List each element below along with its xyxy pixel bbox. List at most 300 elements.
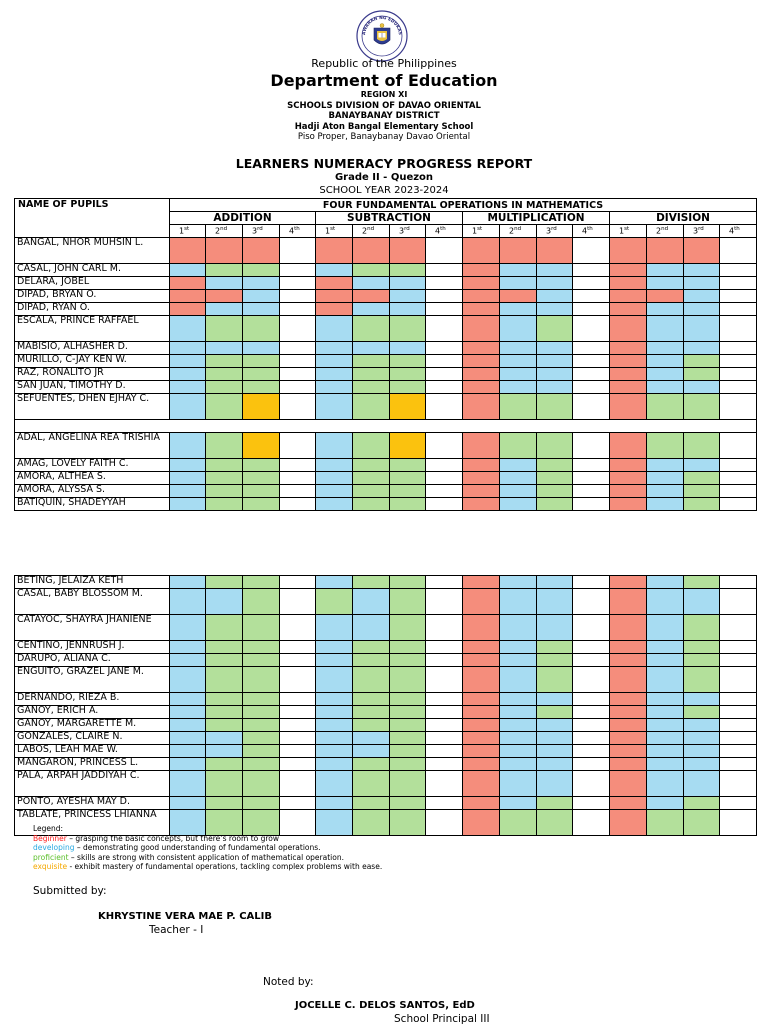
progress-cell (684, 355, 720, 368)
progress-cell (463, 381, 500, 394)
progress-cell (316, 303, 353, 316)
progress-cell (206, 589, 243, 615)
progress-cell (206, 758, 243, 771)
progress-cell (500, 576, 537, 589)
department-title: Department of Education (270, 71, 498, 90)
progress-cell (610, 355, 647, 368)
progress-cell (316, 342, 353, 355)
progress-cell (390, 706, 426, 719)
quarter-number: 4 (289, 226, 295, 236)
progress-cell (353, 316, 390, 342)
grade-section: Grade II - Quezon (334, 172, 434, 183)
progress-cell (280, 485, 316, 498)
progress-cell (610, 771, 647, 797)
progress-cell (316, 485, 353, 498)
progress-cell (353, 654, 390, 667)
progress-cell (170, 745, 206, 758)
progress-cell (463, 771, 500, 797)
progress-cell (170, 394, 206, 420)
quarter-header (684, 225, 720, 238)
progress-cell (610, 342, 647, 355)
progress-cell (280, 316, 316, 342)
progress-cell (684, 342, 720, 355)
progress-cell (353, 368, 390, 381)
legend-description: - exhibit mastery of fundamental operations, tackling complex problems with ease. (67, 862, 383, 871)
progress-cell (280, 303, 316, 316)
quarter-number: 2 (509, 226, 515, 236)
progress-cell (390, 238, 426, 264)
table-row (15, 433, 757, 459)
progress-cell (537, 433, 573, 459)
progress-cell (463, 589, 500, 615)
progress-cell (463, 719, 500, 732)
progress-cell (206, 745, 243, 758)
quarter-suffix: nd (367, 226, 375, 233)
progress-cell (463, 667, 500, 693)
progress-cell (280, 589, 316, 615)
progress-cell (573, 810, 610, 836)
progress-cell (280, 355, 316, 368)
progress-cell (720, 589, 757, 615)
progress-cell (684, 316, 720, 342)
progress-cell (390, 576, 426, 589)
progress-cell (243, 758, 280, 771)
progress-cell (170, 797, 206, 810)
spacer-row (15, 420, 757, 433)
quarter-suffix: st (330, 226, 336, 233)
progress-cell (170, 238, 206, 264)
progress-cell (170, 277, 206, 290)
progress-cell (170, 615, 206, 641)
progress-cell (684, 394, 720, 420)
pupil-name: PALA, ARPAH JADDIYAH C. (15, 771, 170, 797)
progress-cell (610, 433, 647, 459)
progress-cell (426, 368, 463, 381)
progress-cell (720, 771, 757, 797)
progress-cell (573, 797, 610, 810)
pupil-name: SAN JUAN, TIMOTHY D. (15, 381, 170, 394)
progress-cell (280, 264, 316, 277)
progress-cell (500, 381, 537, 394)
progress-cell (426, 277, 463, 290)
progress-cell (206, 732, 243, 745)
progress-cell (647, 589, 684, 615)
progress-cell (573, 589, 610, 615)
table-row (15, 381, 757, 394)
progress-cell (426, 433, 463, 459)
progress-cell (426, 342, 463, 355)
progress-cell (170, 732, 206, 745)
progress-cell (280, 238, 316, 264)
progress-cell (280, 667, 316, 693)
progress-cell (353, 498, 390, 511)
table-row (15, 303, 757, 316)
division-label: SCHOOLS DIVISION OF DAVAO ORIENTAL (287, 101, 481, 111)
progress-cell (316, 394, 353, 420)
progress-cell (243, 498, 280, 511)
school-address: Piso Proper, Banaybanay Davao Oriental (297, 132, 471, 142)
pupil-name: ENGUITO, GRAZEL JANE M. (15, 667, 170, 693)
spacer-cell (15, 420, 757, 433)
progress-cell (610, 238, 647, 264)
progress-cell (463, 342, 500, 355)
progress-cell (500, 732, 537, 745)
progress-cell (463, 459, 500, 472)
progress-cell (426, 615, 463, 641)
progress-cell (426, 693, 463, 706)
seal-text: AWARAN NG EDUKAS (361, 15, 403, 36)
progress-cell (573, 277, 610, 290)
quarter-suffix: st (624, 226, 630, 233)
progress-cell (353, 667, 390, 693)
progress-cell (537, 576, 573, 589)
progress-cell (426, 459, 463, 472)
progress-cell (463, 290, 500, 303)
progress-cell (316, 498, 353, 511)
progress-cell (573, 316, 610, 342)
quarter-suffix: rd (551, 226, 557, 233)
progress-cell (610, 706, 647, 719)
progress-cell (280, 498, 316, 511)
progress-cell (426, 303, 463, 316)
quarter-number: 1 (619, 226, 625, 236)
progress-cell (573, 654, 610, 667)
progress-cell (316, 290, 353, 303)
quarter-suffix: th (587, 226, 593, 233)
progress-cell (206, 264, 243, 277)
report-title: LEARNERS NUMERACY PROGRESS REPORT (235, 156, 533, 171)
progress-cell (390, 277, 426, 290)
progress-cell (353, 264, 390, 277)
progress-cell (280, 693, 316, 706)
operation-header: MULTIPLICATION (463, 212, 610, 225)
progress-cell (243, 745, 280, 758)
progress-cell (316, 706, 353, 719)
progress-cell (610, 472, 647, 485)
progress-cell (537, 277, 573, 290)
progress-cell (170, 485, 206, 498)
progress-cell (720, 368, 757, 381)
progress-cell (390, 433, 426, 459)
progress-cell (500, 485, 537, 498)
legend-item (33, 862, 382, 872)
progress-cell (684, 667, 720, 693)
pupil-name: CASAL, JOHN CARL M. (15, 264, 170, 277)
progress-cell (720, 667, 757, 693)
progress-cell (647, 797, 684, 810)
progress-cell (537, 368, 573, 381)
progress-cell (316, 355, 353, 368)
progress-cell (647, 576, 684, 589)
progress-cell (720, 381, 757, 394)
progress-cell (500, 810, 537, 836)
progress-cell (500, 771, 537, 797)
progress-cell (243, 264, 280, 277)
quarter-number: 3 (546, 226, 552, 236)
progress-cell (537, 303, 573, 316)
progress-cell (316, 654, 353, 667)
progress-cell (647, 719, 684, 732)
progress-cell (647, 459, 684, 472)
pupil-name: BANGAL, NHOR MUHSIN L. (15, 238, 170, 264)
progress-cell (610, 810, 647, 836)
progress-cell (647, 290, 684, 303)
progress-cell (206, 667, 243, 693)
progress-cell (610, 381, 647, 394)
progress-cell (537, 498, 573, 511)
progress-cell (426, 667, 463, 693)
progress-cell (647, 810, 684, 836)
progress-cell (573, 238, 610, 264)
progress-cell (500, 368, 537, 381)
progress-cell (390, 719, 426, 732)
table-row (15, 667, 757, 693)
progress-cell (610, 459, 647, 472)
table-row (15, 342, 757, 355)
quarter-header (720, 225, 757, 238)
republic-label: Republic of the Philippines (311, 57, 457, 70)
progress-cell (243, 277, 280, 290)
progress-cell (684, 693, 720, 706)
progress-cell (500, 654, 537, 667)
progress-cell (610, 576, 647, 589)
progress-table-part-1 (14, 198, 757, 511)
progress-cell (684, 459, 720, 472)
progress-cell (720, 745, 757, 758)
progress-cell (170, 693, 206, 706)
progress-cell (647, 693, 684, 706)
progress-cell (206, 615, 243, 641)
legend-term: Beginner (33, 833, 67, 843)
progress-cell (390, 745, 426, 758)
progress-cell (684, 277, 720, 290)
progress-cell (390, 758, 426, 771)
quarter-header (206, 225, 243, 238)
progress-cell (390, 641, 426, 654)
progress-cell (537, 290, 573, 303)
progress-cell (170, 316, 206, 342)
table-row (15, 498, 757, 511)
progress-cell (243, 303, 280, 316)
progress-cell (647, 433, 684, 459)
progress-cell (610, 290, 647, 303)
progress-cell (463, 368, 500, 381)
quarter-number: 3 (252, 226, 258, 236)
quarter-header (647, 225, 684, 238)
progress-cell (280, 277, 316, 290)
progress-cell (463, 758, 500, 771)
progress-cell (647, 758, 684, 771)
name-column-header: NAME OF PUPILS (15, 199, 170, 238)
quarter-header (426, 225, 463, 238)
progress-cell (684, 303, 720, 316)
progress-cell (316, 615, 353, 641)
table-row (15, 732, 757, 745)
progress-cell (684, 641, 720, 654)
table-row (15, 394, 757, 420)
progress-cell (647, 498, 684, 511)
quarter-suffix: nd (661, 226, 669, 233)
progress-cell (500, 745, 537, 758)
progress-cell (316, 459, 353, 472)
progress-cell (316, 368, 353, 381)
quarter-number: 3 (693, 226, 699, 236)
progress-cell (610, 615, 647, 641)
progress-cell (316, 667, 353, 693)
quarter-suffix: rd (698, 226, 704, 233)
progress-cell (647, 277, 684, 290)
progress-cell (463, 745, 500, 758)
table-row (15, 758, 757, 771)
progress-cell (647, 654, 684, 667)
quarter-header (610, 225, 647, 238)
pupil-name: DERNANDO, RIEZA B. (15, 693, 170, 706)
progress-cell (170, 641, 206, 654)
pupil-name: LABOS, LEAH MAE W. (15, 745, 170, 758)
progress-cell (206, 290, 243, 303)
progress-cell (390, 290, 426, 303)
progress-cell (573, 641, 610, 654)
progress-cell (684, 797, 720, 810)
progress-cell (684, 732, 720, 745)
progress-table-part-2 (14, 575, 757, 836)
progress-cell (280, 745, 316, 758)
progress-cell (170, 368, 206, 381)
progress-cell (390, 797, 426, 810)
progress-cell (390, 264, 426, 277)
progress-cell (537, 472, 573, 485)
progress-cell (390, 498, 426, 511)
progress-cell (426, 264, 463, 277)
progress-cell (243, 238, 280, 264)
progress-cell (500, 641, 537, 654)
progress-cell (463, 498, 500, 511)
progress-cell (170, 667, 206, 693)
pupil-name: ADAL, ANGELINA REA TRISHIA (15, 433, 170, 459)
legend-term: proficient (33, 852, 69, 862)
progress-cell (500, 797, 537, 810)
pupil-name: CATAYOC, SHAYRA JHANIENE (15, 615, 170, 641)
pupil-name: PONTO, AYESHA MAY D. (15, 797, 170, 810)
progress-cell (573, 719, 610, 732)
progress-cell (500, 615, 537, 641)
progress-cell (463, 303, 500, 316)
table-row (15, 719, 757, 732)
progress-cell (243, 641, 280, 654)
progress-cell (537, 355, 573, 368)
progress-cell (463, 641, 500, 654)
progress-cell (390, 589, 426, 615)
progress-cell (610, 667, 647, 693)
progress-cell (353, 290, 390, 303)
progress-cell (610, 277, 647, 290)
submitted-by-label: Submitted by: (33, 885, 107, 897)
progress-cell (390, 693, 426, 706)
progress-cell (684, 719, 720, 732)
progress-cell (500, 589, 537, 615)
progress-cell (280, 381, 316, 394)
progress-cell (647, 615, 684, 641)
region-label: REGION XI (360, 90, 408, 99)
progress-cell (463, 810, 500, 836)
progress-cell (170, 290, 206, 303)
progress-cell (537, 589, 573, 615)
progress-cell (720, 459, 757, 472)
progress-cell (610, 641, 647, 654)
table-row (15, 277, 757, 290)
progress-cell (426, 758, 463, 771)
pupil-name: GANOY, MARGARETTE M. (15, 719, 170, 732)
progress-cell (537, 693, 573, 706)
progress-cell (537, 654, 573, 667)
progress-cell (353, 615, 390, 641)
progress-cell (170, 498, 206, 511)
teacher-name: KHRYSTINE VERA MAE P. CALIB (98, 911, 272, 922)
pupil-name: DARUPO, ALIANA C. (15, 654, 170, 667)
quarter-header (463, 225, 500, 238)
progress-cell (720, 277, 757, 290)
progress-cell (573, 758, 610, 771)
teacher-title: Teacher - I (149, 924, 204, 936)
progress-cell (206, 693, 243, 706)
progress-cell (353, 355, 390, 368)
progress-cell (353, 394, 390, 420)
progress-cell (206, 654, 243, 667)
progress-cell (537, 394, 573, 420)
progress-cell (243, 732, 280, 745)
legend-description: – grasping the basic concepts, but there’s room to grow (66, 833, 280, 843)
progress-cell (647, 732, 684, 745)
progress-cell (537, 615, 573, 641)
progress-cell (170, 654, 206, 667)
progress-cell (170, 342, 206, 355)
progress-cell (573, 355, 610, 368)
progress-cell (426, 732, 463, 745)
progress-cell (170, 719, 206, 732)
quarter-header (573, 225, 610, 238)
progress-cell (537, 641, 573, 654)
pupil-name: BETING, JELAIZA KETH (15, 576, 170, 589)
legend-item (33, 853, 382, 863)
progress-cell (316, 433, 353, 459)
progress-cell (280, 641, 316, 654)
pupil-name: CENTINO, JENNRUSH J. (15, 641, 170, 654)
progress-cell (500, 667, 537, 693)
pupil-name: TABLATE, PRINCESS LHIANNA (15, 810, 170, 836)
pupil-name: SEFUENTES, DHEN EJHAY C. (15, 394, 170, 420)
progress-cell (647, 394, 684, 420)
progress-cell (647, 264, 684, 277)
quarter-number: 3 (399, 226, 405, 236)
progress-cell (463, 797, 500, 810)
progress-cell (316, 589, 353, 615)
progress-cell (463, 654, 500, 667)
progress-cell (243, 394, 280, 420)
progress-cell (720, 810, 757, 836)
progress-cell (243, 433, 280, 459)
progress-cell (243, 667, 280, 693)
progress-cell (316, 771, 353, 797)
pupil-name: MURILLO, C-JAY KEN W. (15, 355, 170, 368)
progress-cell (426, 485, 463, 498)
quarter-suffix: nd (220, 226, 228, 233)
progress-cell (573, 459, 610, 472)
quarter-suffix: rd (404, 226, 410, 233)
progress-cell (390, 355, 426, 368)
progress-cell (573, 771, 610, 797)
progress-cell (316, 745, 353, 758)
progress-cell (390, 771, 426, 797)
